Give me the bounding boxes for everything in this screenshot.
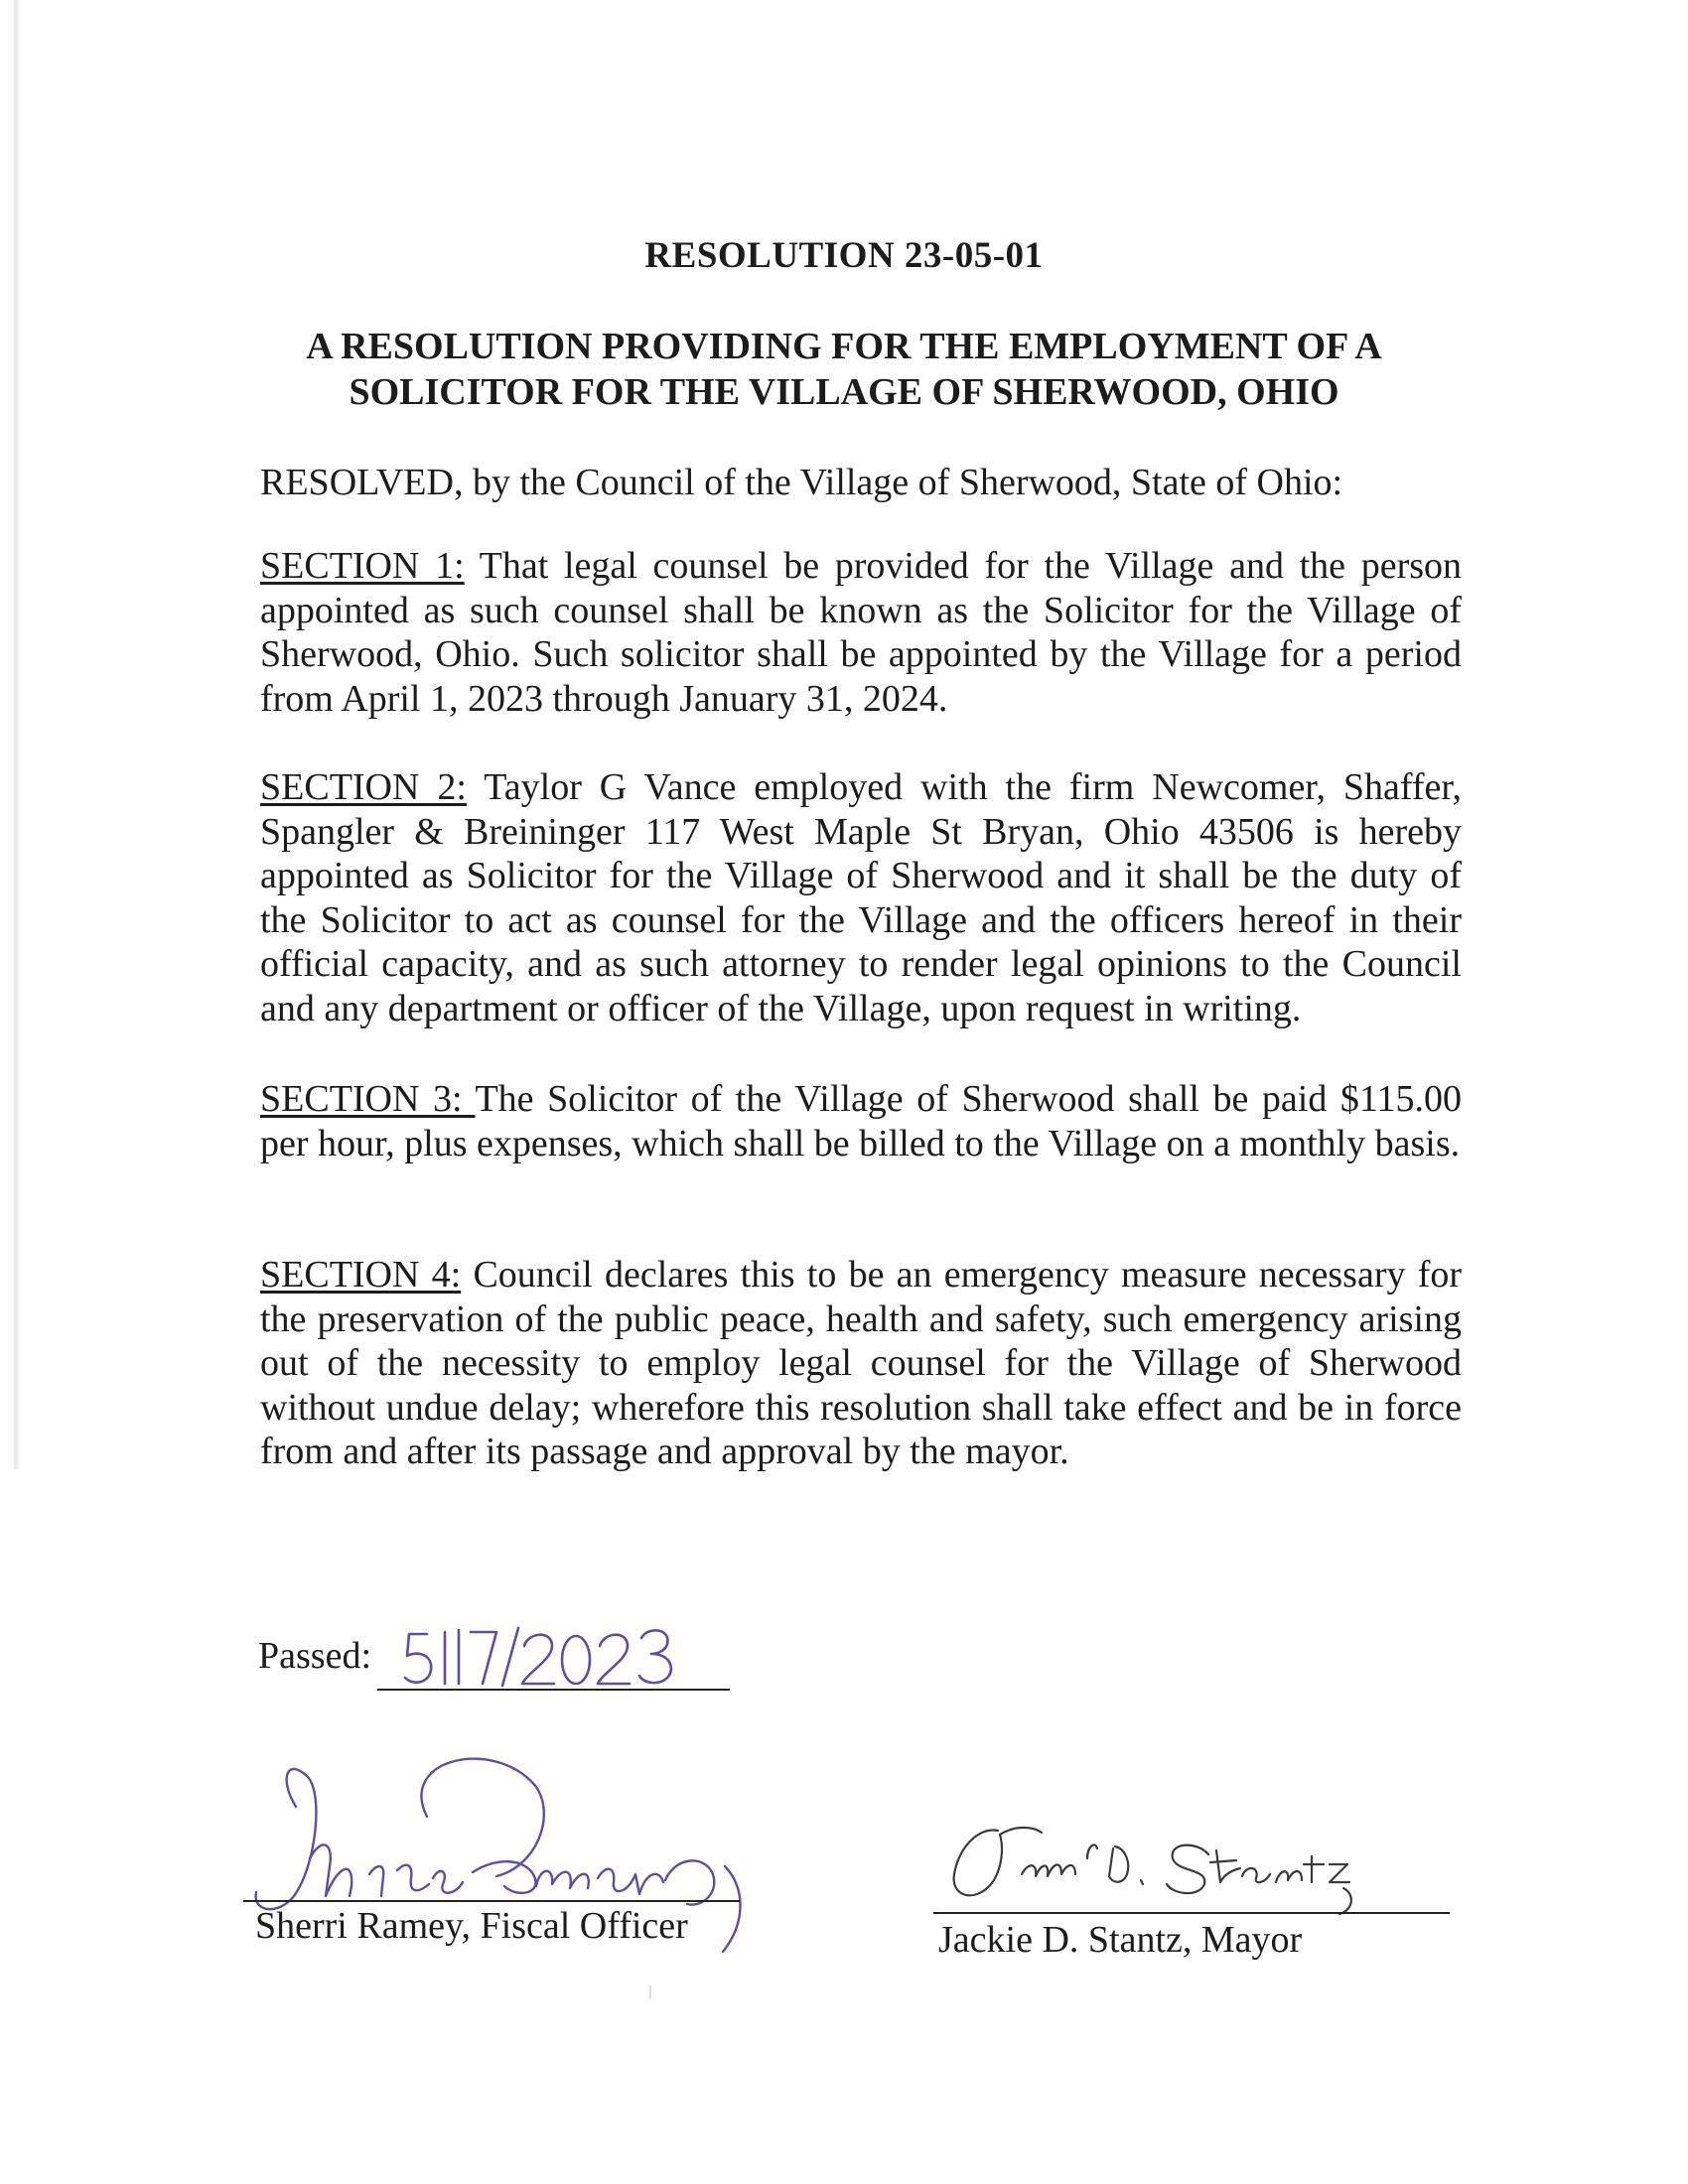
fiscal-officer-name: Sherri Ramey, Fiscal Officer	[255, 1905, 688, 1947]
scan-speck	[649, 1985, 651, 1999]
resolved-clause: RESOLVED, by the Council of the Village of Sherwood, State of Ohio:	[260, 462, 1343, 503]
section-3	[260, 1077, 1462, 1165]
resolution-number: RESOLUTION 23-05-01	[644, 235, 1044, 276]
resolution-title-line-1: A RESOLUTION PROVIDING FOR THE EMPLOYMENT OF A	[306, 326, 1382, 367]
section-2-text: Taylor G Vance employed with the firm Newcomer, Shaffer, Spangler & Breininger 117 West Maple St Bryan, Ohio 43506 is hereby appointed as Solicitor for the Village of Sherwood and it shall be the duty of the Solicitor to act as counsel for the Village and the officers hereof in their official capacity, and as such attorney to render legal opinions to the Council and any department or officer of the Village, upon request in writing.	[260, 766, 1463, 1029]
section-1	[260, 544, 1462, 721]
mayor-signature-line	[933, 1912, 1450, 1914]
section-4	[260, 1253, 1462, 1474]
mayor-name: Jackie D. Stantz, Mayor	[938, 1919, 1303, 1961]
section-2	[260, 765, 1462, 1030]
passed-date-handwritten	[399, 1620, 717, 1692]
section-3-text: The Solicitor of the Village of Sherwood shall be paid $115.00 per hour, plus expenses, which shall be billed to the Village on a monthly basis.	[260, 1078, 1462, 1164]
section-1-text: That legal counsel be provided for the Village and the person appointed as such counsel shall be known as the Solicitor for the Village of Sherwood, Ohio. Such solicitor shall be appointed by the Village for a period from April 1, 2023 through January 31, 2024.	[260, 545, 1463, 720]
section-4-label: SECTION 4:	[260, 1254, 462, 1296]
section-1-label: SECTION 1:	[260, 545, 465, 587]
section-4-text: Council declares this to be an emergency measure necessary for the preservation of the public peace, health and safety, such emergency arising out of the necessity to employ legal counsel for the Village of Sherwood without undue delay; wherefore this resolution shall take effect and be in force from and after its passage and approval by the mayor.	[260, 1254, 1463, 1472]
passed-label: Passed:	[258, 1635, 371, 1677]
resolution-title-line-2: SOLICITOR FOR THE VILLAGE OF SHERWOOD, OHIO	[349, 371, 1339, 413]
resolution-title	[199, 324, 1489, 415]
section-3-label: SECTION 3:	[260, 1078, 476, 1120]
section-2-label: SECTION 2:	[260, 766, 467, 808]
fiscal-officer-signature-line	[243, 1900, 740, 1902]
